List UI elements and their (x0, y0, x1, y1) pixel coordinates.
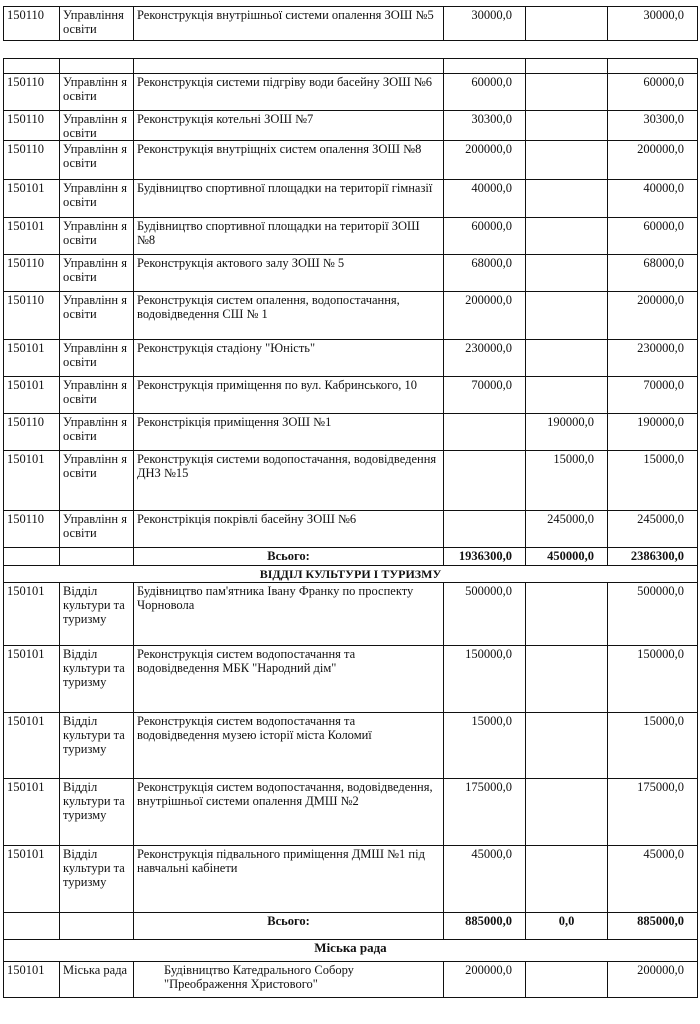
amount-col6: 245000,0 (608, 511, 698, 548)
amount-col4: 230000,0 (444, 340, 526, 377)
project-name: Будівництво Катедрального Собору "Преображення Христового" (134, 962, 444, 998)
amount-col5 (526, 255, 608, 292)
budget-code: 150101 (4, 646, 60, 713)
organization: Управлінн я освіти (60, 141, 134, 180)
amount-col5 (526, 141, 608, 180)
section-title-culture: ВІДДІЛ КУЛЬТУРИ І ТУРИЗМУ (4, 566, 698, 583)
section-header-row (4, 566, 698, 583)
amount-col4: 500000,0 (444, 583, 526, 646)
amount-col6: 70000,0 (608, 377, 698, 414)
table-row (4, 7, 698, 41)
budget-code: 150101 (4, 713, 60, 779)
amount-col6: 200000,0 (608, 141, 698, 180)
budget-code: 150110 (4, 111, 60, 141)
budget-code: 150101 (4, 583, 60, 646)
amount-col6: 200000,0 (608, 962, 698, 998)
budget-code: 150110 (4, 141, 60, 180)
amount-col4: 200000,0 (444, 292, 526, 340)
amount-col5 (526, 180, 608, 218)
organization: Управління освіти (60, 7, 134, 41)
project-name: Будівництво спортивної площадки на території ЗОШ №8 (134, 218, 444, 255)
education-total-row (4, 548, 698, 566)
budget-code: 150101 (4, 451, 60, 511)
amount-col4 (444, 414, 526, 451)
table-row (4, 218, 698, 255)
project-name: Реконструкція стадіону "Юність" (134, 340, 444, 377)
project-name: Реконструкція внутріщніх систем опалення ЗОШ №8 (134, 141, 444, 180)
amount-col5 (526, 74, 608, 111)
organization: Відділ культури та туризму (60, 713, 134, 779)
amount-col5 (526, 340, 608, 377)
amount-col5 (526, 292, 608, 340)
amount-col4: 200000,0 (444, 962, 526, 998)
amount-col6: 200000,0 (608, 292, 698, 340)
project-name: Будівництво пам'ятника Івану Франку по проспекту Чорновола (134, 583, 444, 646)
table-row (4, 779, 698, 846)
project-name: Реконстрікція покрівлі басейну ЗОШ №6 (134, 511, 444, 548)
amount-col4: 15000,0 (444, 713, 526, 779)
section-title-council: Міська рада (4, 940, 698, 962)
table-row (4, 646, 698, 713)
section-header-row (4, 940, 698, 962)
amount-col6: 15000,0 (608, 451, 698, 511)
budget-code: 150101 (4, 962, 60, 998)
project-name: Реконструкція систем опалення, водопостачання, водовідведення СШ № 1 (134, 292, 444, 340)
organization: Управлінн я освіти (60, 340, 134, 377)
amount-col4: 68000,0 (444, 255, 526, 292)
amount-col4: 30300,0 (444, 111, 526, 141)
amount-col5 (526, 583, 608, 646)
budget-code: 150101 (4, 340, 60, 377)
header-row (4, 59, 698, 74)
amount-col5: 15000,0 (526, 451, 608, 511)
project-name: Реконструкція систем водопостачання та водовідведення МБК "Народний дім" (134, 646, 444, 713)
amount-col6: 175000,0 (608, 779, 698, 846)
amount-col4 (444, 451, 526, 511)
amount-col5: 245000,0 (526, 511, 608, 548)
amount-col6: 40000,0 (608, 180, 698, 218)
project-name: Реконструкція актового залу ЗОШ № 5 (134, 255, 444, 292)
organization: Управлінн я освіти (60, 74, 134, 111)
budget-code: 150101 (4, 846, 60, 913)
organization: Управлінн я освіти (60, 451, 134, 511)
amount-col6: 190000,0 (608, 414, 698, 451)
project-name: Будівництво спортивної площадки на території гімназії (134, 180, 444, 218)
table-row (4, 180, 698, 218)
total-col6: 885000,0 (608, 913, 698, 940)
amount-col4: 40000,0 (444, 180, 526, 218)
amount-col5 (526, 218, 608, 255)
table-row (4, 377, 698, 414)
culture-total-row (4, 913, 698, 940)
organization: Міська рада (60, 962, 134, 998)
amount-col6: 60000,0 (608, 218, 698, 255)
amount-col5 (526, 779, 608, 846)
amount-col6: 45000,0 (608, 846, 698, 913)
organization: Управлінн я освіти (60, 414, 134, 451)
amount-col5 (526, 377, 608, 414)
amount-col5 (526, 111, 608, 141)
project-name: Реконстрікція приміщення ЗОШ №1 (134, 414, 444, 451)
organization: Управлінн я освіти (60, 292, 134, 340)
table-row (4, 414, 698, 451)
organization: Відділ культури та туризму (60, 583, 134, 646)
budget-code: 150110 (4, 74, 60, 111)
total-col5: 0,0 (526, 913, 608, 940)
table-row (4, 141, 698, 180)
amount-col5 (526, 7, 608, 41)
organization: Управлінн я освіти (60, 377, 134, 414)
budget-code: 150110 (4, 292, 60, 340)
top-table (3, 6, 698, 41)
organization: Відділ культури та туризму (60, 846, 134, 913)
amount-col4: 60000,0 (444, 218, 526, 255)
amount-col4 (444, 511, 526, 548)
budget-code: 150101 (4, 377, 60, 414)
table-row (4, 74, 698, 111)
amount-col5 (526, 846, 608, 913)
main-table (3, 58, 698, 998)
amount-col4: 150000,0 (444, 646, 526, 713)
total-label: Всього: (134, 548, 444, 566)
organization: Відділ культури та туризму (60, 646, 134, 713)
table-row (4, 255, 698, 292)
amount-col4: 200000,0 (444, 141, 526, 180)
amount-col6: 230000,0 (608, 340, 698, 377)
amount-col5 (526, 962, 608, 998)
amount-col6: 30300,0 (608, 111, 698, 141)
table-row (4, 340, 698, 377)
amount-col4: 60000,0 (444, 74, 526, 111)
amount-col6: 30000,0 (608, 7, 698, 41)
amount-col6: 500000,0 (608, 583, 698, 646)
organization: Управлінн я освіти (60, 180, 134, 218)
amount-col6: 15000,0 (608, 713, 698, 779)
total-label: Всього: (134, 913, 444, 940)
project-name: Реконструкція систем водопостачання та водовідведення музею історії міста Коломиї (134, 713, 444, 779)
amount-col6: 150000,0 (608, 646, 698, 713)
table-row (4, 451, 698, 511)
table-row (4, 511, 698, 548)
table-row (4, 846, 698, 913)
table-row (4, 962, 698, 998)
organization: Відділ культури та туризму (60, 779, 134, 846)
amount-col4: 70000,0 (444, 377, 526, 414)
budget-code: 150110 (4, 511, 60, 548)
budget-code: 150101 (4, 218, 60, 255)
budget-code: 150110 (4, 414, 60, 451)
organization: Управлінн я освіти (60, 218, 134, 255)
total-col4: 1936300,0 (444, 548, 526, 566)
budget-code: 150110 (4, 255, 60, 292)
amount-col5 (526, 646, 608, 713)
project-name: Реконструкція внутрішньої системи опалення ЗОШ №5 (134, 7, 444, 41)
table-row (4, 713, 698, 779)
amount-col6: 60000,0 (608, 74, 698, 111)
project-name: Реконструкція котельні ЗОШ №7 (134, 111, 444, 141)
amount-col5 (526, 713, 608, 779)
table-row (4, 111, 698, 141)
project-name: Реконструкція системи водопостачання, водовідведення ДНЗ №15 (134, 451, 444, 511)
total-col4: 885000,0 (444, 913, 526, 940)
amount-col5: 190000,0 (526, 414, 608, 451)
table-row (4, 292, 698, 340)
amount-col4: 175000,0 (444, 779, 526, 846)
organization: Управлінн я освіти (60, 111, 134, 141)
amount-col4: 45000,0 (444, 846, 526, 913)
project-name: Реконструкція систем водопостачання, водовідведення, внутрішньої системи опалення ДМШ №2 (134, 779, 444, 846)
organization: Управлінн я освіти (60, 511, 134, 548)
table-row (4, 583, 698, 646)
budget-code: 150110 (4, 7, 60, 41)
budget-code: 150101 (4, 180, 60, 218)
organization: Управлінн я освіти (60, 255, 134, 292)
total-col6: 2386300,0 (608, 548, 698, 566)
project-name: Реконструкція підвального приміщення ДМШ №1 під навчальні кабінети (134, 846, 444, 913)
amount-col6: 68000,0 (608, 255, 698, 292)
amount-col4: 30000,0 (444, 7, 526, 41)
project-name: Реконструкція системи підгріву води басейну ЗОШ №6 (134, 74, 444, 111)
total-col5: 450000,0 (526, 548, 608, 566)
project-name: Реконструкція приміщення по вул. Кабринського, 10 (134, 377, 444, 414)
budget-code: 150101 (4, 779, 60, 846)
